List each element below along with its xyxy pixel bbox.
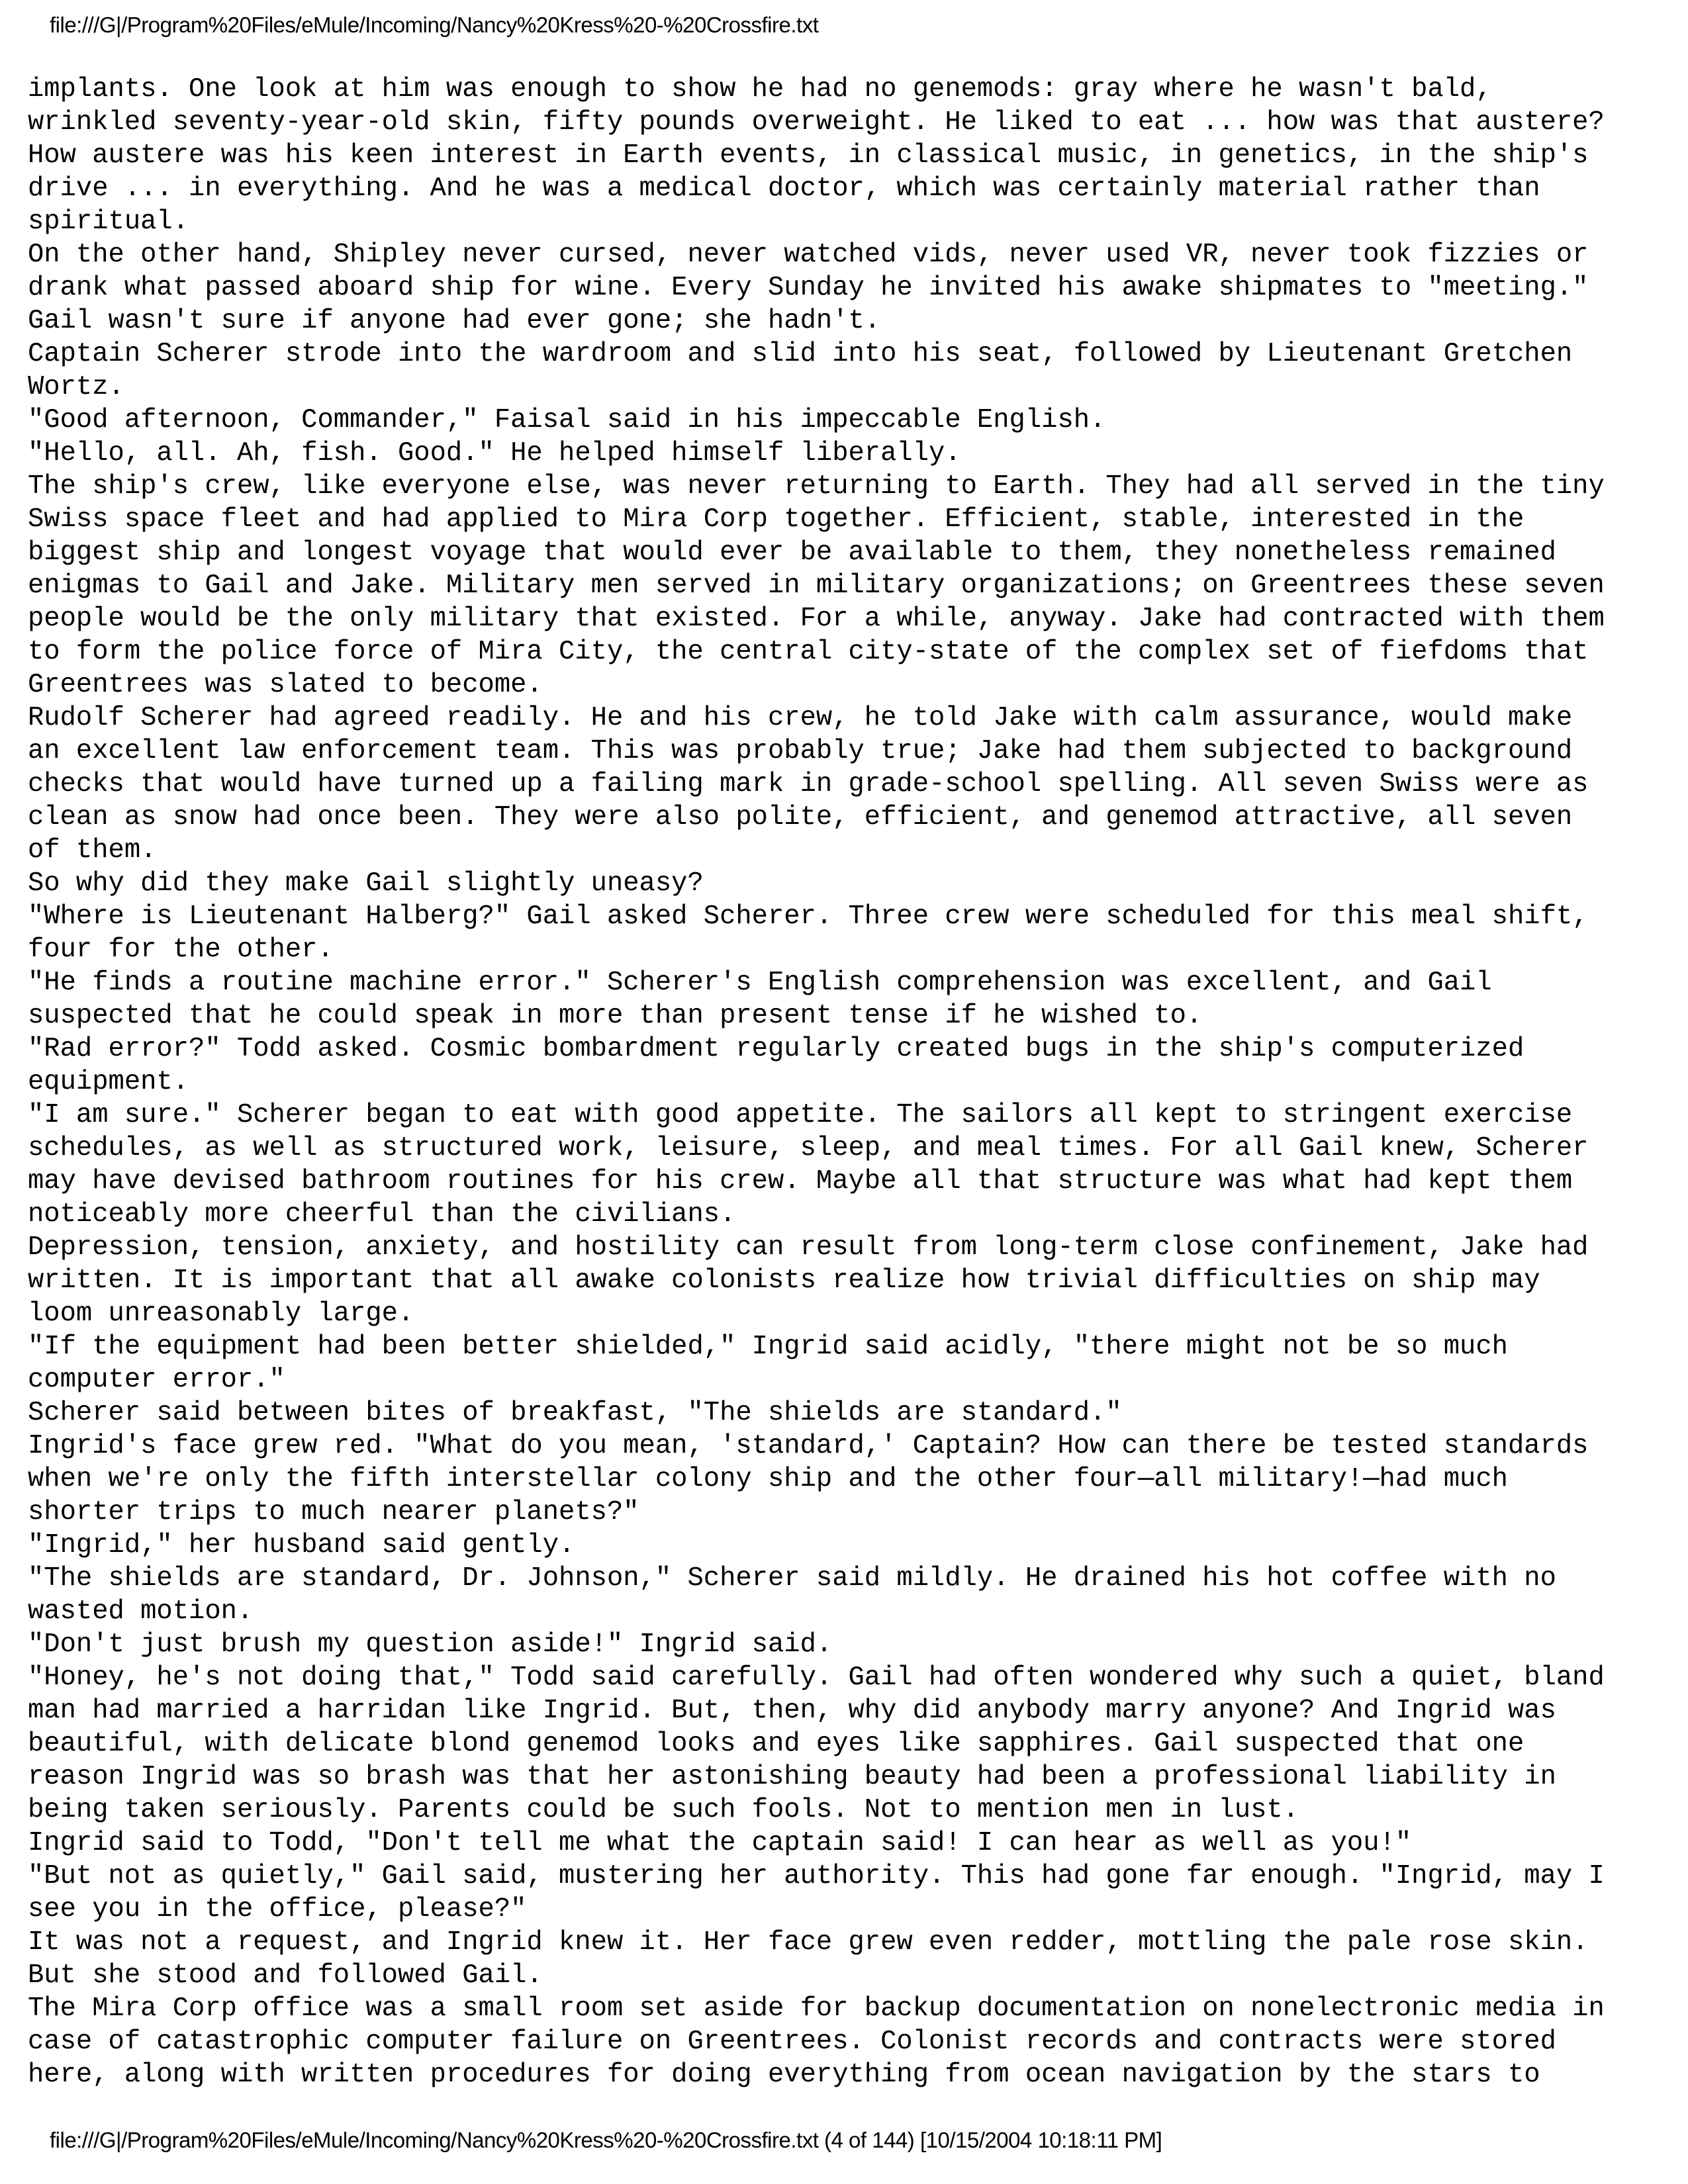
text-line: loom unreasonably large.	[28, 1298, 414, 1329]
text-line: "Honey, he's not doing that," Todd said carefully. Gail had often wondered why such a quiet, bland	[28, 1662, 1605, 1693]
text-line: "Don't just brush my question aside!" Ingrid said.	[28, 1629, 833, 1660]
text-line: The ship's crew, like everyone else, was never returning to Earth. They had all served in the tiny	[28, 471, 1605, 502]
text-line: "Good afternoon, Commander," Faisal said in his impeccable English.	[28, 405, 1106, 435]
text-line: schedules, as well as structured work, leisure, sleep, and meal times. For all Gail knew, Scherer	[28, 1133, 1589, 1163]
text-line: "Where is Lieutenant Halberg?" Gail asked Scherer. Three crew were scheduled for this meal shift,	[28, 901, 1589, 932]
text-line: written. It is important that all awake colonists realize how trivial difficulties on ship may	[28, 1265, 1540, 1296]
text-line: "If the equipment had been better shielded," Ingrid said acidly, "there might not be so much	[28, 1332, 1508, 1362]
text-line: "The shields are standard, Dr. Johnson," Scherer said mildly. He drained his hot coffee with no	[28, 1563, 1556, 1594]
text-line: equipment.	[28, 1067, 189, 1097]
text-line: Scherer said between bites of breakfast, "The shields are standard."	[28, 1398, 1122, 1428]
text-line: an excellent law enforcement team. This was probably true; Jake had them subjected to background	[28, 736, 1573, 766]
text-line: four for the other.	[28, 934, 334, 965]
text-line: Swiss space fleet and had applied to Mira Corp together. Efficient, stable, interested in the	[28, 504, 1524, 535]
text-line: The Mira Corp office was a small room set aside for backup documentation on nonelectronic media in	[28, 1993, 1605, 2024]
text-line: Ingrid's face grew red. "What do you mean, 'standard,' Captain? How can there be tested standards	[28, 1431, 1589, 1461]
page-footer: file:///G|/Program%20Files/eMule/Incoming/Nancy%20Kress%20-%20Crossfire.txt (4 of 144) [10/15/2004 10:18:11 PM]	[50, 2128, 1162, 2152]
text-line: may have devised bathroom routines for his crew. Maybe all that structure was what had kept them	[28, 1166, 1573, 1197]
text-line: reason Ingrid was so brash was that her astonishing beauty had been a professional liability in	[28, 1762, 1556, 1792]
text-line: computer error."	[28, 1365, 285, 1395]
text-line: Captain Scherer strode into the wardroom and slid into his seat, followed by Lieutenant Gretchen	[28, 339, 1573, 369]
text-line: Gail wasn't sure if anyone had ever gone; she hadn't.	[28, 306, 881, 336]
text-line: On the other hand, Shipley never cursed, never watched vids, never used VR, never took fizzies or	[28, 240, 1589, 270]
text-line: Depression, tension, anxiety, and hostility can result from long-term close confinement, Jake had	[28, 1232, 1589, 1263]
text-line: So why did they make Gail slightly uneasy?	[28, 868, 704, 899]
text-line: man had married a harridan like Ingrid. But, then, why did anybody marry anyone? And Ingrid was	[28, 1696, 1556, 1726]
text-line: see you in the office, please?"	[28, 1894, 527, 1925]
text-line: "But not as quietly," Gail said, mustering her authority. This had gone far enough. "Ingrid, may I	[28, 1861, 1605, 1891]
text-line: implants. One look at him was enough to show he had no genemods: gray where he wasn't bald,	[28, 74, 1492, 105]
text-line: "He finds a routine machine error." Scherer's English comprehension was excellent, and Gail	[28, 968, 1492, 998]
text-line: people would be the only military that existed. For a while, anyway. Jake had contracted with them	[28, 604, 1605, 634]
text-line: case of catastrophic computer failure on Greentrees. Colonist records and contracts were stored	[28, 2026, 1556, 2057]
text-line: being taken seriously. Parents could be such fools. Not to mention men in lust.	[28, 1795, 1299, 1825]
page-header-url: file:///G|/Program%20Files/eMule/Incoming/Nancy%20Kress%20-%20Crossfire.txt	[50, 13, 819, 37]
text-line: when we're only the fifth interstellar colony ship and the other four—all military!—had much	[28, 1464, 1508, 1494]
text-line: biggest ship and longest voyage that would ever be available to them, they nonetheless remained	[28, 537, 1556, 568]
text-line: It was not a request, and Ingrid knew it. Her face grew even redder, mottling the pale rose skin.	[28, 1927, 1589, 1958]
text-line: clean as snow had once been. They were also polite, efficient, and genemod attractive, all seven	[28, 802, 1573, 833]
text-line: "Ingrid," her husband said gently.	[28, 1530, 575, 1561]
text-line: of them.	[28, 835, 157, 866]
text-line: How austere was his keen interest in Earth events, in classical music, in genetics, in the ship's	[28, 140, 1589, 171]
text-line: Rudolf Scherer had agreed readily. He and his crew, he told Jake with calm assurance, would make	[28, 703, 1573, 733]
document-body	[28, 73, 1669, 2091]
text-line: suspected that he could speak in more than present tense if he wished to.	[28, 1001, 1203, 1031]
text-line: to form the police force of Mira City, the central city-state of the complex set of fiefdoms that	[28, 637, 1589, 667]
text-line: spiritual.	[28, 206, 189, 237]
text-line: drive ... in everything. And he was a medical doctor, which was certainly material rather than	[28, 173, 1540, 204]
text-line: wrinkled seventy-year-old skin, fifty pounds overweight. He liked to eat ... how was that austere?	[28, 107, 1605, 138]
text-line: "I am sure." Scherer began to eat with good appetite. The sailors all kept to stringent exercise	[28, 1100, 1573, 1130]
text-line: Ingrid said to Todd, "Don't tell me what the captain said! I can hear as well as you!"	[28, 1828, 1412, 1858]
text-line: wasted motion.	[28, 1596, 254, 1627]
text-line: here, along with written procedures for doing everything from ocean navigation by the stars to	[28, 2060, 1540, 2090]
text-line: "Hello, all. Ah, fish. Good." He helped himself liberally.	[28, 438, 961, 469]
text-line: drank what passed aboard ship for wine. Every Sunday he invited his awake shipmates to "meeting."	[28, 273, 1589, 303]
text-line: beautiful, with delicate blond genemod looks and eyes like sapphires. Gail suspected that one	[28, 1729, 1524, 1759]
text-line: Greentrees was slated to become.	[28, 670, 543, 700]
text-line: Wortz.	[28, 372, 124, 402]
text-line: shorter trips to much nearer planets?"	[28, 1497, 639, 1527]
text-line: noticeably more cheerful than the civilians.	[28, 1199, 736, 1230]
text-line: "Rad error?" Todd asked. Cosmic bombardment regularly created bugs in the ship's computerized	[28, 1034, 1524, 1064]
text-line: enigmas to Gail and Jake. Military men served in military organizations; on Greentrees these seven	[28, 570, 1605, 601]
text-line: But she stood and followed Gail.	[28, 1960, 543, 1991]
text-line: checks that would have turned up a failing mark in grade-school spelling. All seven Swiss were as	[28, 769, 1589, 799]
